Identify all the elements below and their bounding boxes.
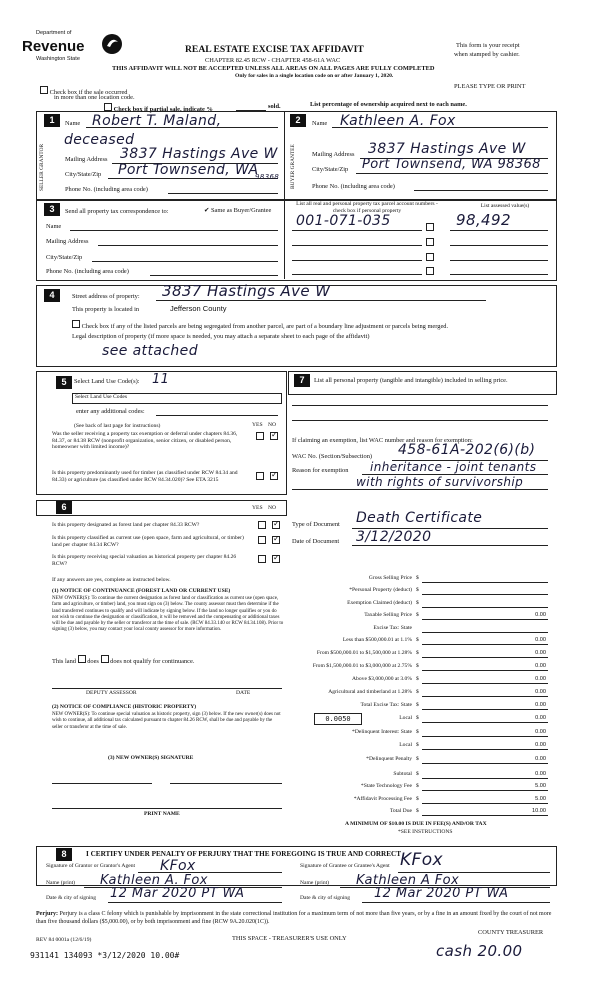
grantee-date-city[interactable]: 12 Mar 2020 PT WA xyxy=(374,886,509,901)
checkmark-icon: ✓ xyxy=(273,553,280,562)
section-2-number: 2 xyxy=(290,114,306,127)
parcel-header: List all real and personal property tax parcel account numbers - check box if personal property xyxy=(296,201,438,214)
tax-row-label: *Delinquent Penalty xyxy=(366,756,412,762)
checkmark-icon: ✓ xyxy=(271,430,278,439)
tax-row-line xyxy=(422,657,548,658)
tax-row-line xyxy=(422,582,548,583)
tax-row-currency: $ xyxy=(416,783,419,789)
certify-statement: I CERTIFY UNDER PENALTY OF PERJURY THAT THE FOREGOING IS TRUE AND CORRECT xyxy=(86,850,401,858)
assessed-value[interactable]: 98,492 xyxy=(456,211,511,229)
tax-row-value[interactable]: 0.00 xyxy=(535,689,546,695)
s6-question-3: Is this property receiving special valuation as historical property per chapter 84.26 RCW? xyxy=(52,554,237,567)
qualify-line: This land does does not qualify for continuance. xyxy=(52,655,194,665)
tax-row-label: Exemption Claimed (deduct) xyxy=(347,600,412,606)
receipt-line-1: This form is your receipt xyxy=(456,42,520,49)
personal-property-checkbox-2[interactable] xyxy=(426,238,434,246)
s5-question-1: Was the seller receiving a property tax exemption or deferral under chapters 84.36, 84.37, or 84.38 RCW (nonprofit organization, senior citizen, or disabled person, homeowner with limited income)? xyxy=(52,431,238,451)
tax-row-currency: $ xyxy=(416,612,419,618)
print-name-label: PRINT NAME xyxy=(144,811,180,817)
tax-row-line xyxy=(422,670,548,671)
street-label: Street address of property: xyxy=(72,293,140,300)
tax-row-label: Subtotal xyxy=(393,771,412,777)
seller-name[interactable]: Robert T. Maland, xyxy=(92,113,222,129)
s6-q1-yes-checkbox[interactable] xyxy=(258,521,266,529)
tax-row-currency: $ xyxy=(416,756,419,762)
s5-q1-no-checkbox[interactable] xyxy=(270,432,278,440)
tax-row-label: Gross Selling Price xyxy=(368,575,412,581)
grantor-name-print-label: Name (print) xyxy=(46,880,76,886)
land-use-code[interactable]: 11 xyxy=(152,372,170,387)
tax-row-value[interactable]: 0.00 xyxy=(535,771,546,777)
multi-location-text: in more than one location code. xyxy=(54,94,135,101)
tax-row-currency: $ xyxy=(416,600,419,606)
tax-row-currency: $ xyxy=(416,715,419,721)
see-instructions-note: *SEE INSTRUCTIONS xyxy=(398,829,453,835)
tax-row-value[interactable]: 0.00 xyxy=(535,715,546,721)
tax-row-label: *Personal Property (deduct) xyxy=(349,587,412,593)
s6-question-1: Is this property designated as forest land per chapter 84.33 RCW? xyxy=(52,522,200,528)
send-correspondence: Send all property tax correspondence to: xyxy=(65,208,169,215)
s2-address-label: Mailing Address xyxy=(312,151,355,158)
assessed-header: List assessed value(s) xyxy=(480,203,530,209)
county-value[interactable]: Jefferson County xyxy=(170,304,227,313)
cash-note: cash 20.00 xyxy=(436,942,523,960)
buyer-address[interactable]: 3837 Hastings Ave W xyxy=(368,141,526,157)
revenue-logo xyxy=(22,30,132,70)
tax-row-currency: $ xyxy=(416,587,419,593)
ownership-note: List percentage of ownership acquired next to each name. xyxy=(310,101,467,108)
tax-row-line xyxy=(422,736,548,737)
section-4-number: 4 xyxy=(44,289,60,302)
tax-row-value[interactable]: 10.00 xyxy=(532,808,546,814)
s3-address-label: Mailing Address xyxy=(46,238,89,245)
wac-label: WAC No. (Section/Subsection) xyxy=(292,453,373,460)
exemption-label: If claiming an exemption, list WAC number and reason for exemption: xyxy=(292,437,473,444)
form-revision: REV 84 0001a (12/6/19) xyxy=(36,937,92,943)
same-as-buyer[interactable]: ✔ Same as Buyer/Grantee xyxy=(204,207,272,214)
notice-continuance-title: (1) NOTICE OF CONTINUANCE (FOREST LAND OR CURRENT USE) xyxy=(52,588,231,594)
tax-row-currency: $ xyxy=(416,689,419,695)
additional-codes-label: enter any additional codes: xyxy=(76,408,145,415)
seller-city[interactable]: Port Townsend, WA xyxy=(118,162,259,178)
notice-line: THIS AFFIDAVIT WILL NOT BE ACCEPTED UNLESS ALL AREAS ON ALL PAGES ARE FULLY COMPLETED xyxy=(112,65,435,72)
seller-name-deceased: deceased xyxy=(64,132,135,148)
tax-row-line xyxy=(422,790,548,791)
tax-row-currency: $ xyxy=(416,742,419,748)
tax-row-label: *Delinquent Interest: State xyxy=(352,729,412,735)
tax-row-line xyxy=(422,594,548,595)
checkmark-icon: ✓ xyxy=(273,534,280,543)
tax-row-line xyxy=(422,644,548,645)
tax-row-label: Excise Tax: State xyxy=(373,625,412,631)
does-checkbox[interactable] xyxy=(78,655,86,663)
personal-property-checkbox-3[interactable] xyxy=(426,253,434,261)
s6-q1-no-checkbox[interactable] xyxy=(272,521,280,529)
tax-row-label: *Affidavit Processing Fee xyxy=(353,796,412,802)
parcel-number[interactable]: 001-071-035 xyxy=(296,213,391,229)
s5-yes-label: YES xyxy=(252,422,263,428)
notice-line-2: Only for sales in a single location code on or after January 1, 2020. xyxy=(235,73,394,79)
tax-row-currency: $ xyxy=(416,676,419,682)
grantee-date-label: Date & city of signing xyxy=(300,895,351,901)
tax-row-value[interactable]: 0.00 xyxy=(535,702,546,708)
assessor-date-label: DATE xyxy=(236,690,251,696)
tax-row-label: *State Technology Fee xyxy=(360,783,412,789)
personal-property-checkbox-1[interactable] xyxy=(426,223,434,231)
wac-number[interactable]: 458-61A-202(6)(b) xyxy=(398,442,536,458)
s1-city-label: City/State/Zip xyxy=(65,171,102,178)
tax-row-value[interactable]: 5.00 xyxy=(535,796,546,802)
tax-row-label: Local xyxy=(399,715,412,721)
personal-property-checkbox-4[interactable] xyxy=(426,267,434,275)
revenue-label: Revenue xyxy=(22,38,85,55)
buyer-name[interactable]: Kathleen A. Fox xyxy=(340,113,456,129)
exemption-reason-2[interactable]: with rights of survivorship xyxy=(356,475,524,489)
cashier-stamp: 931141 134093 *3/12/2020 10.00# xyxy=(30,951,180,960)
receipt-line-2: when stamped by cashier. xyxy=(454,51,520,58)
see-back-note: (See back of last page for instructions) xyxy=(74,423,161,429)
s3-name-label: Name xyxy=(46,223,62,230)
tax-row-label: Above $3,000,000 at 3.0% xyxy=(352,676,412,682)
checkmark-icon[interactable]: ✔ xyxy=(204,207,210,214)
legal-description-label: Legal description of property (if more space is needed, you may attach a separate sheet to each page of the affidavit) xyxy=(72,333,370,340)
document-type[interactable]: Death Certificate xyxy=(356,510,483,526)
minimum-fee-note: A MINIMUM OF $10.00 IS DUE IN FEE(S) AND/OR TAX xyxy=(345,821,487,827)
tax-row-value[interactable]: 0.00 xyxy=(535,637,546,643)
chapter-line: CHAPTER 82.45 RCW - CHAPTER 458-61A WAC xyxy=(205,57,341,64)
located-label: This property is located in xyxy=(72,306,140,313)
s1-phone-label: Phone No. (including area code) xyxy=(65,186,148,193)
section-7-number: 7 xyxy=(294,374,310,387)
notice-continuance-body: NEW OWNER(S): To continue the current designation as forest land or classification as current use (open space, farm and agriculture, or timber) land, you must sign on (3) below. The county assessor must then determine if the land transferred continues to qualify and will indicate by signing below. If the land no longer qualifies or you do not wish to continue the designation or classification, it will be removed and the compensating or additional taxes will be due and payable by the seller or transferor at the time of sale. (RCW 84.33.140 or RCW 84.34.108). Prior to signing (3) below, you may contact your local county assessor for more information. xyxy=(52,596,284,633)
tax-row-line xyxy=(422,778,548,779)
multi-location-checkbox[interactable] xyxy=(40,86,48,94)
buyer-city[interactable]: Port Townsend, WA 98368 xyxy=(362,157,541,172)
checkmark-icon: ✓ xyxy=(271,470,278,479)
land-use-select[interactable]: Select Land Use Codes xyxy=(72,393,282,404)
local-rate-box[interactable]: 0.0050 xyxy=(314,713,362,725)
tax-row-line xyxy=(422,632,548,633)
segregate-check[interactable]: Check box if any of the listed parcels are being segregated from another parcel, are part of a boundary line adjustment or parcels being merged. xyxy=(72,320,448,330)
tax-row-line xyxy=(422,815,548,816)
s1-address-label: Mailing Address xyxy=(65,156,108,163)
tax-row-currency: $ xyxy=(416,808,419,814)
s2-name-label: Name xyxy=(312,120,328,127)
s6-q3-no-checkbox[interactable] xyxy=(272,555,280,563)
s5-q2-no-checkbox[interactable] xyxy=(270,472,278,480)
land-use-label: Select Land Use Code(s): xyxy=(74,378,140,385)
s5-q2-yes-checkbox[interactable] xyxy=(256,472,264,480)
checkmark-icon: ✓ xyxy=(273,519,280,528)
tax-row-label: From $500,000.01 to $1,500,000 at 1.28% xyxy=(316,650,412,656)
s6-q2-no-checkbox[interactable] xyxy=(272,536,280,544)
section-5-number: 5 xyxy=(56,376,72,389)
grantor-signature-label: Signature of Grantor or Grantor's Agent xyxy=(46,863,136,869)
tax-row-line xyxy=(422,763,548,764)
tax-row-line xyxy=(422,619,548,620)
tax-row-value[interactable]: 0.00 xyxy=(535,729,546,735)
dept-label: Department of xyxy=(36,30,72,36)
perjury-notice: Perjury: Perjury is a class C felony which is punishable by imprisonment in the state correctional institution for a maximum term of not more than five years, or by a fine in an amount fixed by the court of not more than five thousand dollars ($5,000.00), or by both imprisonment and fine (RCW 9A.20.020(1C)). xyxy=(36,911,552,925)
s5-q1-yes-checkbox[interactable] xyxy=(256,432,264,440)
tax-row-label: Total Due xyxy=(389,808,412,814)
document-date[interactable]: 3/12/2020 xyxy=(356,529,432,545)
multi-location-check[interactable]: Check box if the sale occurred xyxy=(40,86,128,96)
partial-sale-check[interactable]: Check box if partial sale, indicate % xyxy=(104,103,213,113)
tax-row-label: Agricultural and timberland at 1.28% xyxy=(328,689,412,695)
s6-q2-yes-checkbox[interactable] xyxy=(258,536,266,544)
s3-phone-label: Phone No. (including area code) xyxy=(46,268,129,275)
section-8-number: 8 xyxy=(56,848,72,861)
tax-row-line xyxy=(422,607,548,608)
type-or-print: PLEASE TYPE OR PRINT xyxy=(454,83,526,90)
tax-row-line xyxy=(422,749,548,750)
does-not-checkbox[interactable] xyxy=(101,655,109,663)
grantor-name-print[interactable]: Kathleen A. Fox xyxy=(100,873,208,888)
tax-row-currency: $ xyxy=(416,637,419,643)
s5-no-label: NO xyxy=(268,422,277,428)
section-6-number: 6 xyxy=(56,501,72,514)
tax-row-currency: $ xyxy=(416,575,419,581)
s6-q3-yes-checkbox[interactable] xyxy=(258,555,266,563)
sold-label: sold. xyxy=(268,103,281,110)
partial-sale-checkbox[interactable] xyxy=(104,103,112,111)
grantee-name-print[interactable]: Kathleen A Fox xyxy=(356,873,460,888)
s1-name-label: Name xyxy=(65,120,81,127)
tax-row-value[interactable]: 0.00 xyxy=(535,756,546,762)
notice-compliance-body: NEW OWNER(S): To continue special valuation as historic property, sign (3) below. If the new owner(s) does not wish to continue, all additional tax calculated pursuant to chapter 84.26 RCW, shall be due and payable by the seller or transferor at the time of sale. xyxy=(52,712,281,730)
logo-emblem-icon xyxy=(100,32,124,56)
tax-row-currency: $ xyxy=(416,702,419,708)
tax-row-line xyxy=(422,803,548,804)
tax-row-currency: $ xyxy=(416,663,419,669)
legal-description-value[interactable]: see attached xyxy=(102,343,198,359)
grantor-date-city[interactable]: 12 Mar 2020 PT WA xyxy=(110,886,245,901)
tax-row-currency: $ xyxy=(416,650,419,656)
tax-row-value[interactable]: 0.00 xyxy=(535,742,546,748)
property-street[interactable]: 3837 Hastings Ave W xyxy=(162,282,331,300)
seller-grantor-label: SELLER GRANTOR xyxy=(39,143,45,191)
tax-row-label: Less than $500,000.01 at 1.1% xyxy=(342,637,412,643)
tax-row-line xyxy=(422,722,548,723)
s6-no-label: NO xyxy=(268,505,277,511)
s6-question-2: Is this property classified as current use (open space, farm and agricultural, or timber) land per chapter 84.34 RCW? xyxy=(52,535,244,548)
doc-date-label: Date of Document xyxy=(292,538,340,545)
notice-compliance-title: (2) NOTICE OF COMPLIANCE (HISTORIC PROPERTY) xyxy=(52,704,197,710)
grantor-date-label: Date & city of signing xyxy=(46,895,97,901)
section-3-number: 3 xyxy=(44,203,60,216)
grantee-name-print-label: Name (print) xyxy=(300,880,330,886)
section-1-number: 1 xyxy=(44,114,60,127)
tax-row-label: Local xyxy=(399,742,412,748)
exemption-reason-1[interactable]: inheritance - joint tenants xyxy=(370,460,537,474)
tax-row-currency: $ xyxy=(416,729,419,735)
form-title: REAL ESTATE EXCISE TAX AFFIDAVIT xyxy=(185,44,364,55)
doc-type-label: Type of Document xyxy=(292,521,340,528)
new-owner-signature-label: (3) NEW OWNER(S) SIGNATURE xyxy=(108,755,194,761)
s2-phone-label: Phone No. (including area code) xyxy=(312,183,395,190)
tax-row-value[interactable]: 0.00 xyxy=(535,663,546,669)
tax-row-label: Taxable Selling Price xyxy=(364,612,412,618)
s3-city-label: City/State/Zip xyxy=(46,254,83,261)
tax-row-label: Total Excise Tax: State xyxy=(360,702,412,708)
tax-row-value[interactable]: 0.00 xyxy=(535,612,546,618)
tax-row-line xyxy=(422,709,548,710)
personal-property-label: List all personal property (tangible and intangible) included in selling price. xyxy=(314,377,508,384)
tax-row-value[interactable]: 5.00 xyxy=(535,783,546,789)
tax-row-currency: $ xyxy=(416,771,419,777)
tax-row-label: From $1,500,000.01 to $3,000,000 at 2.75% xyxy=(312,663,412,669)
tax-row-currency: $ xyxy=(416,796,419,802)
reason-label: Reason for exemption xyxy=(292,467,349,474)
seller-zip: 98368 xyxy=(255,173,280,181)
s6-yes-label: YES xyxy=(252,505,263,511)
segregate-checkbox[interactable] xyxy=(72,320,80,328)
seller-address[interactable]: 3837 Hastings Ave W xyxy=(120,146,278,162)
tax-row-line xyxy=(422,683,548,684)
deputy-assessor-label: DEPUTY ASSESSOR xyxy=(86,690,137,696)
grantee-signature[interactable]: KFox xyxy=(400,850,443,870)
if-yes-note: If any answers are yes, complete as instructed below. xyxy=(52,577,171,583)
s5-question-2: Is this property predominantly used for timber (as classified under RCW 84.34 and 84.33) or agriculture (as classified under RCW 84.34.020)? See ETA 3215 xyxy=(52,470,238,483)
s2-city-label: City/State/Zip xyxy=(312,166,349,173)
tax-row-line xyxy=(422,696,548,697)
grantor-signature[interactable]: KFox xyxy=(160,858,196,874)
county-treasurer-label: COUNTY TREASURER xyxy=(478,929,544,936)
tax-row-value[interactable]: 0.00 xyxy=(535,676,546,682)
treasurer-space-label: THIS SPACE - TREASURER'S USE ONLY xyxy=(232,935,347,942)
buyer-grantee-label: BUYER GRANTEE xyxy=(290,144,296,190)
tax-row-value[interactable]: 0.00 xyxy=(535,650,546,656)
grantee-signature-label: Signature of Grantee or Grantee's Agent xyxy=(300,863,390,869)
state-label: Washington State xyxy=(36,56,80,62)
